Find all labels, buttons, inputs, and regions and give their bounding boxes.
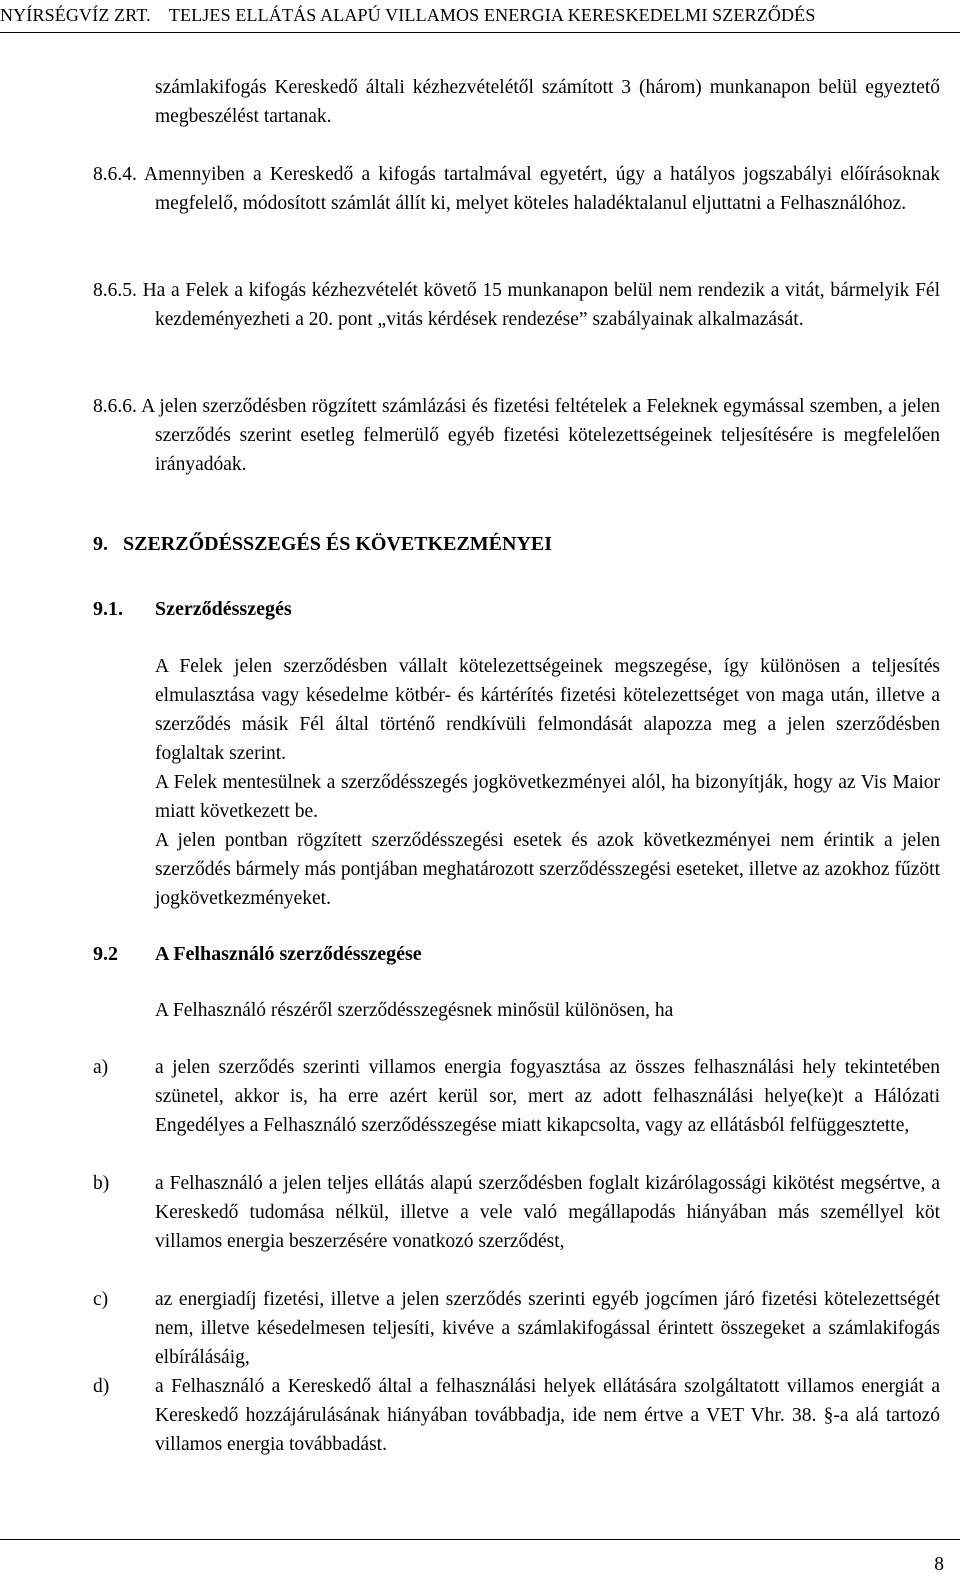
section-9-heading: 9. SZERZŐDÉSSZEGÉS ÉS KÖVETKEZMÉNYEI: [93, 533, 553, 555]
list-item-text: a jelen szerződés szerinti villamos energia fogyasztása az összes felhasználási hely tekintetében szünetel, akkor is, ha erre azért kerül sor, mert az adott felhasználási helye(ke)t a Hálózati Engedélyes a Felhasználó szerződésszegése miatt kikapcsolta, vagy az ellátásból felfüggesztette,: [155, 1057, 940, 1136]
section-9-2-number: 9.2: [93, 943, 118, 965]
paragraph-8-6-4-text: 8.6.4. Amennyiben a Kereskedő a kifogás tartalmával egyetért, úgy a hatályos jogszabályi előírásoknak megfelelő, módosított számlát állít ki, melyet köteles haladéktalanul eljuttatni a Felhasználóhoz.: [93, 164, 940, 214]
header-divider: [0, 32, 960, 33]
section-9-1-title: Szerződésszegés: [155, 598, 292, 620]
paragraph-8-6-6: [93, 392, 940, 479]
section-9-1-paragraph-1: A Felek jelen szerződésben vállalt kötelezettségeinek megszegése, így különösen a teljesítés elmulasztása vagy késedelme kötbér- és kártérítés fizetési kötelezettséget von maga után, illetve a szerződés másik Fél által történő rendkívüli felmondását alapozza meg a jelen szerződésben foglaltak szerint.: [155, 656, 940, 764]
paragraph-8-6-5-text: 8.6.5. Ha a Felek a kifogás kézhezvételét követő 15 munkanapon belül nem rendezik a vitát, bármelyik Fél kezdeményezheti a 20. pont „vitás kérdések rendezése” szabályainak alkalmazását.: [93, 280, 940, 330]
header-company: NYÍRSÉGVÍZ ZRT.: [0, 5, 151, 25]
section-9-1-paragraph-3: A jelen pontban rögzített szerződésszegési esetek és azok következményei nem érintik a jelen szerződés bármely más pontjában meghatározott szerződésszegési eseteket, illetve az azokhoz fűzött jogkövetkezményeket.: [155, 830, 940, 909]
paragraph-8-6-5: [93, 276, 940, 334]
page-number: 8: [934, 1554, 944, 1575]
list-item-text: a Felhasználó a jelen teljes ellátás alapú szerződésben foglalt kizárólagossági kikötést megsértve, a Kereskedő tudomása nélkül, illetve a vele való megállapodás hiányában más személlyel köt villamos energia beszerzésére vonatkozó szerződést,: [155, 1173, 940, 1252]
section-9-2-title: A Felhasználó szerződésszegése: [155, 943, 422, 965]
header-title: TELJES ELLÁTÁS ALAPÚ VILLAMOS ENERGIA KERESKEDELMI SZERZŐDÉS: [168, 5, 816, 25]
list-item-label: b): [93, 1173, 110, 1194]
list-item-label: c): [93, 1289, 109, 1310]
section-9-1-number: 9.1.: [93, 598, 123, 620]
page-header: [0, 3, 960, 27]
list-item-label: d): [93, 1376, 110, 1397]
section-9-1-paragraph-2: A Felek mentesülnek a szerződésszegés jogkövetkezményei alól, ha bizonyítják, hogy az Vis Maior miatt következett be.: [155, 772, 940, 822]
list-item-label: a): [93, 1057, 109, 1078]
paragraph-continuation: számlakifogás Kereskedő általi kézhezvételétől számított 3 (három) munkanapon belül egyeztető megbeszélést tartanak.: [155, 77, 940, 127]
list-item-text: az energiadíj fizetési, illetve a jelen szerződés szerinti egyéb jogcímen járó fizetési kötelezettségét nem, illetve késedelmesen teljesíti, kivéve a számlakifogással érintett összegeket a számlakifogás elbírálásáig,: [155, 1289, 940, 1368]
section-9-2-intro: A Felhasználó részéről szerződésszegésnek minősül különösen, ha: [155, 1000, 674, 1021]
footer-divider: [0, 1539, 960, 1540]
list-item-text: a Felhasználó a Kereskedő által a felhasználási helyek ellátására szolgáltatott villamos energiát a Kereskedő hozzájárulásának hiányában továbbadja, ide nem értve a VET Vhr. 38. §-a alá tartozó villamos energia továbbadást.: [155, 1376, 940, 1455]
paragraph-8-6-4: [93, 160, 940, 218]
paragraph-8-6-6-text: 8.6.6. A jelen szerződésben rögzített számlázási és fizetési feltételek a Feleknek egymással szemben, a jelen szerződés szerint esetleg felmerülő egyéb fizetési kötelezettségeinek teljesítésére is megfelelően irányadóak.: [93, 396, 940, 475]
